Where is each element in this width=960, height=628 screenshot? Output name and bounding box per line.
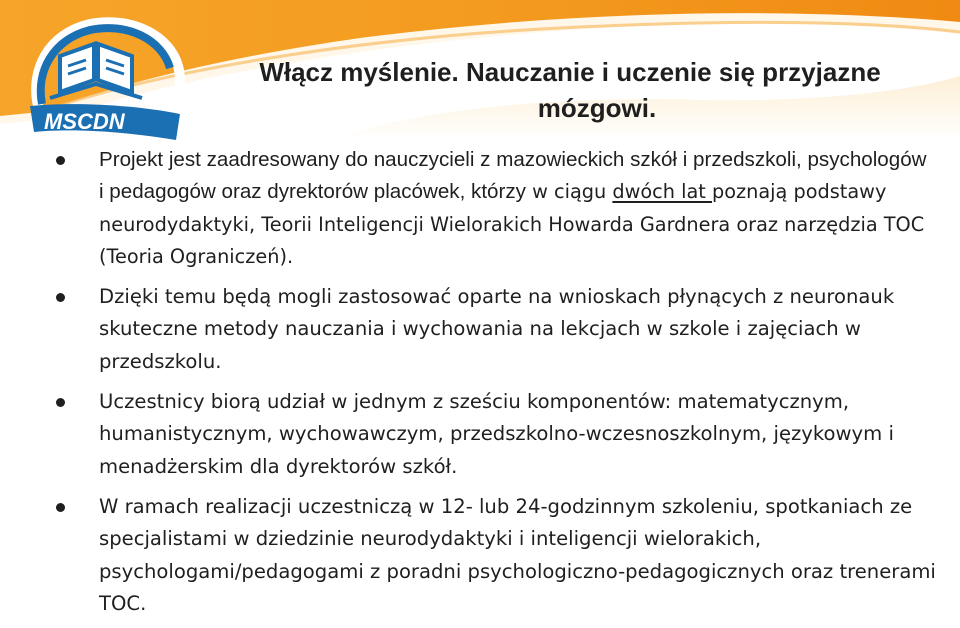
bullet-1-pre: w ciągu (525, 180, 613, 204)
bullet-1-underlined: dwóch lat (612, 180, 712, 204)
bullet-item-3 (56, 386, 936, 483)
bullet-dot-icon (56, 293, 65, 302)
bullet-1-lead: Projekt jest zaadresowany do nauczycieli z mazowieckich szkół i przedszkoli, psychologów i pedagogów oraz dyrektorów placówek, którzy (99, 148, 927, 204)
mscdn-logo (20, 14, 190, 142)
title-line-1: Włącz myślenie. Nauczanie i uczenie się przyjazne (259, 57, 881, 87)
title-line-2: mózgowi. (537, 93, 657, 123)
bullet-1-post: poznają podstawy neurodydaktyki, Teorii Inteligencji Wielorakich Howarda Gardnera oraz narzędzia TOC (Teoria Ograniczeń). (99, 180, 925, 268)
bullet-item-4 (56, 491, 936, 620)
bullet-4-text: W ramach realizacji uczestniczą w 12- lub 24-godzinnym szkoleniu, spotkaniach ze specjalistami w dziedzinie neurodydaktyki i inteligencji wielorakich, psychologami/pedagogami z poradni psychologiczno-pedagogicznych oraz trenerami TOC. (99, 494, 936, 615)
bullet-dot-icon (56, 503, 65, 512)
bullet-list (56, 144, 936, 628)
bullet-item-2 (56, 281, 936, 378)
page-title (200, 54, 940, 126)
bullet-dot-icon (56, 156, 65, 165)
book-logo-icon (20, 14, 190, 142)
logo-text: MSCDN (44, 109, 125, 134)
bullet-3-text: Uczestnicy biorą udział w jednym z sześciu komponentów: matematycznym, humanistycznym, wychowawczym, przedszkolno-wczesnoszkolnym, językowym i menadżerskim dla dyrektorów szkół. (99, 390, 894, 478)
bullet-2-text: Dzięki temu będą mogli zastosować oparte na wnioskach płynących z neuronauk skuteczne metody nauczania i wychowania na lekcjach w szkole i zajęciach w przedszkolu. (99, 285, 895, 373)
bullet-dot-icon (56, 398, 65, 407)
bullet-item-1 (56, 144, 936, 273)
